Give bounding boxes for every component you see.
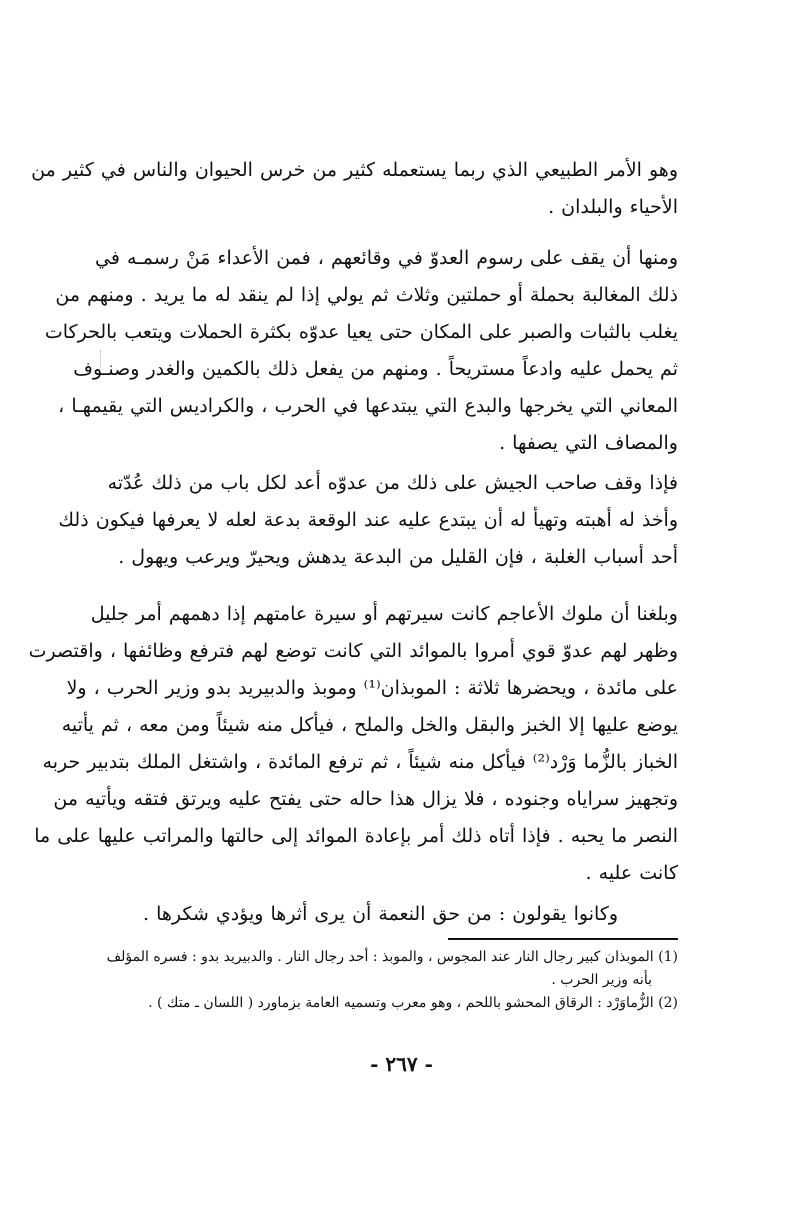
paragraph-line: وهو الأمر الطبيعي الذي ربما يستعمله كثير من خرس الحيوان والناس في كثير من bbox=[31, 159, 678, 181]
margin-mark bbox=[100, 350, 102, 372]
paragraph-line: الأحياء والبلدان . bbox=[548, 196, 678, 218]
paragraph-line: وبلغنا أن ملوك الأعاجم كانت سيرتهم أو سيرة عامتهم إذا دهمهم أمر جليل bbox=[90, 603, 678, 625]
paragraph-line: وكانوا يقولون : من حق النعمة أن يرى أثرها ويؤدي شكرها . bbox=[143, 903, 618, 925]
paragraph-line: ثم يحمل عليه وادعاً مستريحاً . ومنهم من يفعل ذلك بالكمين والغدر وصنـوف bbox=[73, 358, 678, 380]
paragraph-line: وتجهيز سراياه وجنوده ، فلا يزال هذا حاله حتى يفتح عليه ويرتق فتقه ويأتيه من bbox=[53, 788, 678, 810]
paragraph-line: كانت عليه . bbox=[585, 862, 678, 884]
paragraph-line: المعاني التي يخرجها والبدع التي يبتدعها في الحرب ، والكراديس التي يقيمهـا ، bbox=[58, 395, 678, 417]
footnote-divider bbox=[448, 938, 678, 940]
footnote-line: بأنه وزير الحرب . bbox=[551, 972, 652, 988]
paragraph-line: والمصاف التي يصفها . bbox=[499, 432, 678, 454]
paragraph-line: ومنها أن يقف على رسوم العدوّ في وقائعهم ، فمن الأعداء مَنْ رسمـه في bbox=[95, 247, 678, 269]
paragraph-2 bbox=[44, 240, 678, 462]
paragraph-line: فإذا وقف صاحب الجيش على ذلك من عدوّه أعد لكل باب من ذلك عُدّته bbox=[107, 472, 678, 494]
paragraph-line: وظهر لهم عدوّ قوي أمروا بالموائد التي كانت توضع لهم فترفع وظائفها ، واقتصرت bbox=[28, 640, 678, 662]
footnote-line: (1) الموبذان كبير رجال النار عند المجوس ، والموبذ : أحد رجال النار . والدبيريد بدو : فسره المؤلف bbox=[106, 949, 678, 965]
paragraph-line: ذلك المغالبة بحملة أو حملتين وثلاث ثم يولي إذا لم ينقد له ما يريد . ومنهم من bbox=[55, 284, 678, 306]
paragraph-5 bbox=[128, 896, 678, 933]
paragraph-line: الخباز بالزُّما وَرْد⁽²⁾ فيأكل منه شيئاً ، ثم ترفع المائدة ، واشتغل الملك بتدبير حربه bbox=[42, 751, 678, 773]
paragraph-line: على مائدة ، ويحضرها ثلاثة : الموبذان⁽¹⁾ وموبذ والدبيريد بدو وزير الحرب ، ولا bbox=[66, 677, 678, 699]
paragraph-line: وأخذ له أهبته وتهيأ له أن يبتدع عليه عند الوقعة بدعة لعله لا يعرفها فيكون ذلك bbox=[58, 509, 678, 531]
paragraph-4 bbox=[28, 596, 678, 892]
paragraph-line: يغلب بالثبات والصبر على المكان حتى يعيا عدوّه بكثرة الحملات ويتعب بالحركات bbox=[44, 321, 678, 343]
page-number: - ٢٦٧ - bbox=[370, 1052, 433, 1076]
footnotes bbox=[106, 946, 678, 1015]
paragraph-line: أحد أسباب الغلبة ، فإن القليل من البدعة يدهش ويحيرّ ويرعب ويهول . bbox=[118, 546, 678, 568]
footnote-line: (2) الزُّماوَرْد : الرقاق المحشو باللحم ، وهو معرب وتسميه العامة بزماورد ( اللسان ـ متك ) . bbox=[148, 995, 678, 1011]
paragraph-1 bbox=[31, 152, 678, 226]
paragraph-line: يوضع عليها إلا الخبز والبقل والخل والملح ، فيأكل منه شيئاً ومن معه ، ثم يأتيه bbox=[61, 714, 678, 736]
paragraph-line: النصر ما يحبه . فإذا أتاه ذلك أمر بإعادة الموائد إلى حالتها والمراتب عليها على ما bbox=[34, 825, 678, 847]
paragraph-3 bbox=[58, 465, 678, 576]
